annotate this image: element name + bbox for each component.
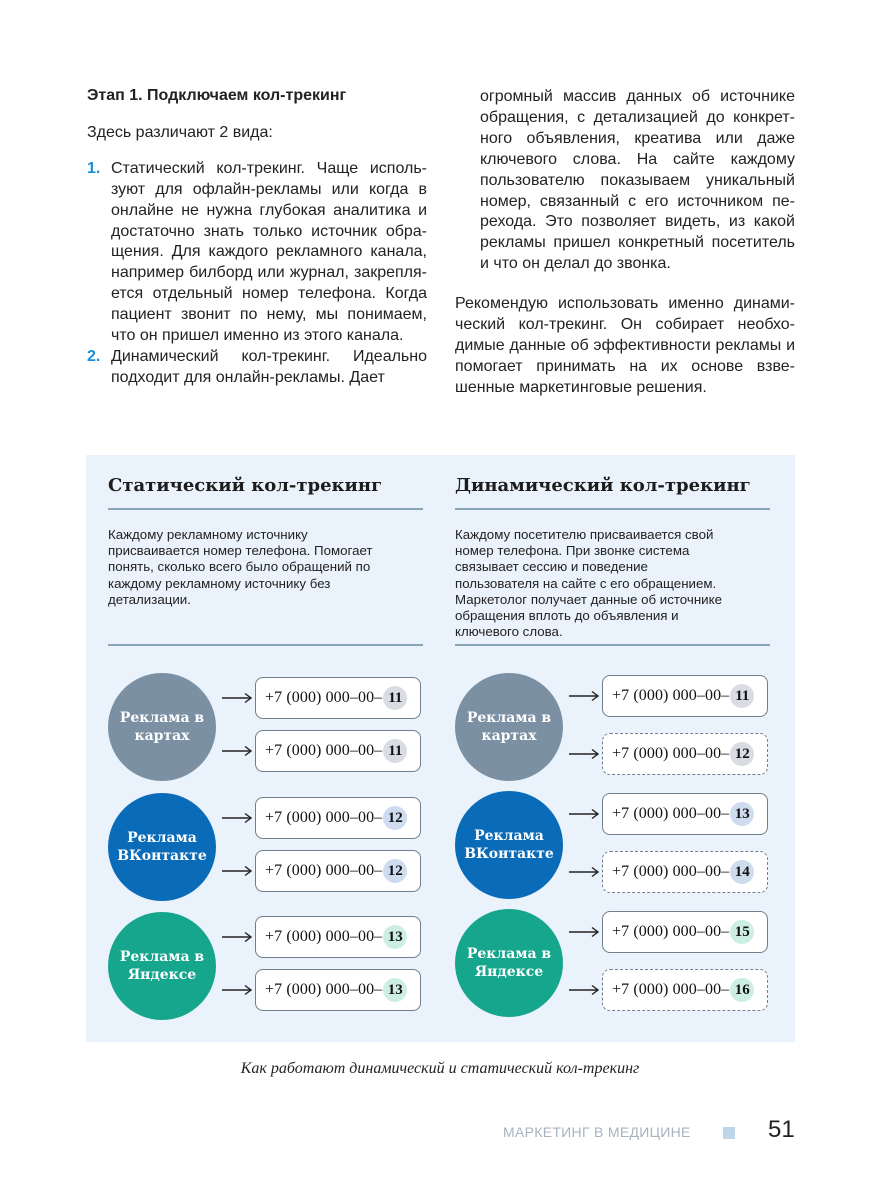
phone-number (602, 793, 768, 835)
ad-source-label: Реклама в Яндексе (466, 946, 552, 980)
divider (455, 644, 770, 646)
phone-ending-badge: 11 (383, 686, 407, 710)
arrow-right-icon (568, 690, 600, 702)
phone-prefix: +7 (000) 000–00– (612, 923, 730, 940)
arrow-right-icon (221, 931, 253, 943)
phone-ending-badge: 13 (383, 978, 407, 1002)
list-item (87, 159, 427, 347)
ad-source-circle (455, 909, 563, 1017)
numbered-list (87, 159, 427, 389)
arrow-right-icon (221, 984, 253, 996)
phone-ending-badge: 14 (730, 860, 754, 884)
phone-number (255, 969, 421, 1011)
dynamic-phone-number (602, 733, 768, 775)
dynamic-phone-number (602, 969, 768, 1011)
list-number: 1. (87, 159, 101, 177)
phone-ending-badge: 16 (730, 978, 754, 1002)
list-item-text: Статический кол-трекинг. Чаще используют для офлайн-рекламы или когда в онлайне не нужна глубокая аналитика и достаточно знать только источник обращения. Для каждого рекламного канала, например билборд или журнал, закрепляется отдельный номер телефона. Когда пациент звонит по нему, мы понимаем, что он пришел именно из этого канала. (111, 159, 427, 345)
phone-ending-badge: 13 (383, 925, 407, 949)
phone-prefix: +7 (000) 000–00– (612, 863, 730, 880)
phone-number (255, 677, 421, 719)
ad-source-circle (455, 673, 563, 781)
arrow-right-icon (568, 808, 600, 820)
phone-number (602, 675, 768, 717)
list-number: 2. (87, 347, 101, 365)
phone-number (255, 850, 421, 892)
list-item (87, 347, 427, 389)
arrow-right-icon (568, 926, 600, 938)
call-tracking-infographic (86, 455, 795, 1042)
divider (108, 508, 423, 510)
phone-ending-badge: 13 (730, 802, 754, 826)
panel-title: Статический кол-трекинг (108, 475, 383, 496)
recommendation-paragraph: Рекомендую использовать именно динамический кол-трекинг. Он собирает необходимые данные об эффективности рекламы и помогает принимать на их основе взвешенные маркетинговые решения. (455, 295, 795, 396)
phone-ending-badge: 12 (730, 742, 754, 766)
figure-caption: Как работают динамический и статический кол-трекинг (240, 1060, 640, 1077)
panel-title: Динамический кол-трекинг (455, 475, 751, 496)
ad-source-circle (108, 793, 216, 901)
arrow-right-icon (568, 748, 600, 760)
right-text-column (455, 87, 795, 399)
phone-prefix: +7 (000) 000–00– (265, 928, 383, 945)
phone-ending-badge: 12 (383, 859, 407, 883)
phone-prefix: +7 (000) 000–00– (265, 809, 383, 826)
arrow-right-icon (221, 865, 253, 877)
ad-source-label: Реклама ВКонтакте (117, 830, 207, 864)
phone-ending-badge: 11 (730, 684, 754, 708)
arrow-right-icon (221, 745, 253, 757)
arrow-right-icon (221, 812, 253, 824)
page-number: 51 (768, 1116, 795, 1143)
divider (108, 644, 423, 646)
phone-prefix: +7 (000) 000–00– (265, 742, 383, 759)
panel-description: Каждому посетителю присваивается свой номер телефона. При звонке система связывает сессию и поведение пользователя на сайте с его обращением. Маркетолог получает данные об источнике обращения вплоть до объявления и ключевого слова. (455, 527, 722, 640)
arrow-right-icon (221, 692, 253, 704)
arrow-right-icon (568, 984, 600, 996)
phone-prefix: +7 (000) 000–00– (612, 687, 730, 704)
phone-ending-badge: 15 (730, 920, 754, 944)
phone-number (255, 797, 421, 839)
panel-description: Каждому рекламному источнику присваивается номер телефона. Помогает понять, сколько всего было обращений по каждому рекламному источнику без детализации. (108, 527, 373, 607)
ad-source-circle (108, 912, 216, 1020)
running-head: МАРКЕТИНГ В МЕДИЦИНЕ (503, 1124, 691, 1140)
ad-source-label: Реклама ВКонтакте (464, 828, 554, 862)
list-item-text: Динамический кол-трекинг. Идеально подходит для онлайн-рекламы. Дает (111, 347, 427, 386)
phone-prefix: +7 (000) 000–00– (612, 745, 730, 762)
phone-number (255, 730, 421, 772)
phone-number (602, 911, 768, 953)
divider (455, 508, 770, 510)
list-item-continuation: огромный массив данных об источнике обращения, с детализацией до конкретного объявления, креатива или даже ключевого слова. На сайте каждому пользователю показываем уникальный номер, связанный с его источником перехода. Это позволяет видеть, из какой рекламы пришел конкретный посетитель и что он делал до звонка. (480, 88, 795, 273)
phone-ending-badge: 11 (383, 739, 407, 763)
section-heading: Этап 1. Подключаем кол-трекинг (87, 87, 347, 104)
phone-prefix: +7 (000) 000–00– (612, 805, 730, 822)
phone-number (255, 916, 421, 958)
left-text-column (87, 86, 427, 389)
phone-prefix: +7 (000) 000–00– (265, 981, 383, 998)
ad-source-label: Реклама в картах (119, 710, 205, 744)
phone-prefix: +7 (000) 000–00– (265, 689, 383, 706)
ad-source-circle (108, 673, 216, 781)
phone-ending-badge: 12 (383, 806, 407, 830)
phone-prefix: +7 (000) 000–00– (612, 981, 730, 998)
intro-text: Здесь различают 2 вида: (87, 123, 273, 141)
ad-source-label: Реклама в Яндексе (119, 949, 205, 983)
ad-source-circle (455, 791, 563, 899)
decorative-square (723, 1127, 735, 1139)
phone-prefix: +7 (000) 000–00– (265, 862, 383, 879)
ad-source-label: Реклама в картах (466, 710, 552, 744)
arrow-right-icon (568, 866, 600, 878)
dynamic-phone-number (602, 851, 768, 893)
